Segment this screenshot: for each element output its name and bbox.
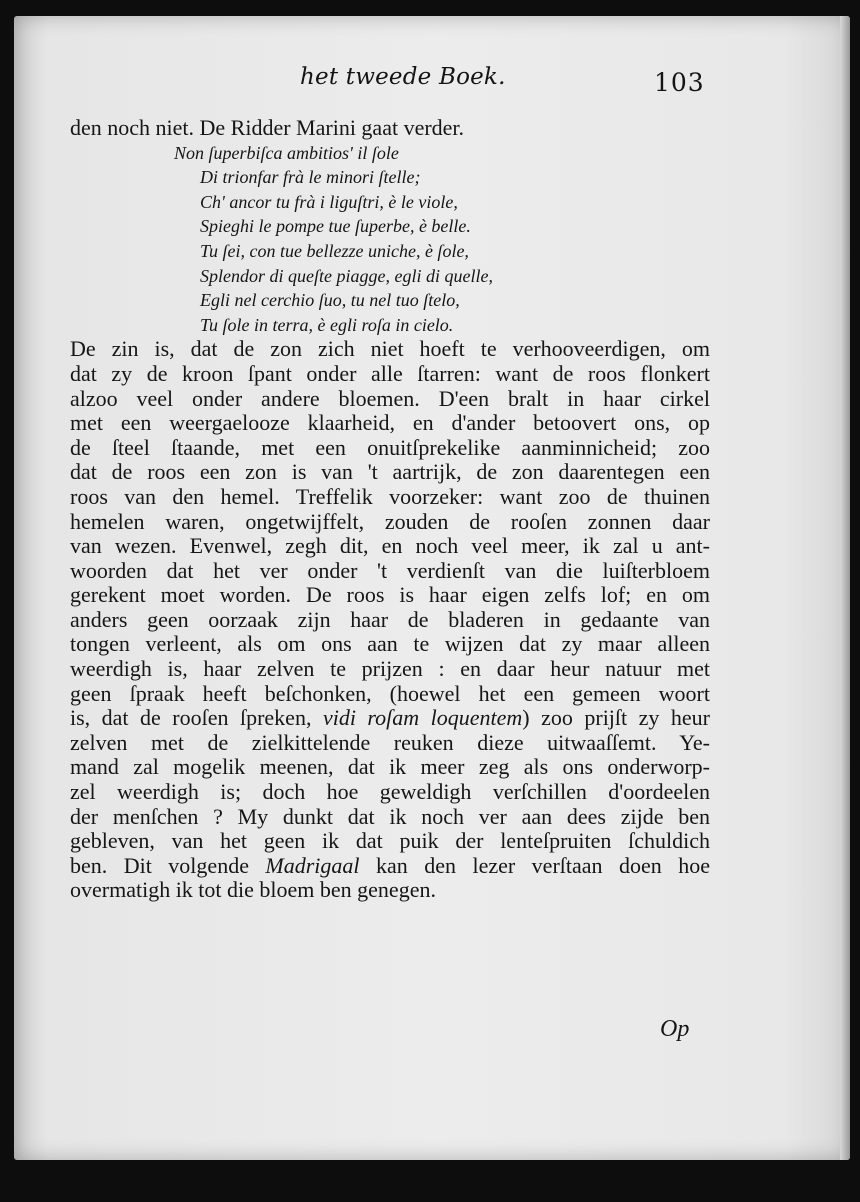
- verse-line: Di trionfar frà le minori ſtelle;: [200, 167, 421, 188]
- catchword: Op: [660, 1016, 690, 1042]
- text-line: der menſchen ? My dunkt dat ik noch ver aan dees zijde ben: [70, 804, 710, 829]
- text-line: weerdigh is, haar zelven te prijzen : en daar heur natuur met: [70, 657, 710, 682]
- book-page: [14, 16, 850, 1160]
- text-line: overmatigh ik tot die bloem ben genegen.: [70, 877, 436, 903]
- text-segment: kan den lezer verſtaan doen hoe: [359, 853, 710, 878]
- text-line: gebleven, van het geen ik dat puik der lenteſpruiten ſchuldich: [70, 829, 710, 854]
- running-head: [14, 64, 850, 104]
- text-segment: is, dat de rooſen ſpreken,: [70, 706, 323, 731]
- text-line: roos van den hemel. Treffelik voorzeker: want zoo de thuinen: [70, 484, 710, 509]
- text-line: tongen verleent, als om ons aan te wijzen dat zy maar alleen: [70, 632, 710, 657]
- verse-line: Splendor di queſte piagge, egli di quelle,: [200, 265, 493, 286]
- text-line: dat de roos een zon is van 't aartrijk, de zon daarentegen een: [70, 460, 710, 485]
- verse-line: Tu ſole in terra, è egli roſa in cielo.: [200, 314, 454, 335]
- text-line: den noch niet. De Ridder Marini gaat verder.: [70, 115, 465, 140]
- page-edge: [840, 16, 850, 1160]
- text-line: De zin is, dat de zon zich niet hoeft te verhooveerdigen, om: [70, 337, 710, 362]
- latin-quote: vidi roſam loquentem: [322, 706, 523, 731]
- verse-block: [70, 141, 710, 338]
- verse-line: Non ſuperbiſca ambitios' il ſole: [174, 142, 399, 163]
- verse-line: Spieghi le pompe tue ſuperbe, è belle.: [200, 216, 471, 237]
- text-line: dat zy de kroon ſpant onder alle ſtarren: want de roos flonkert: [70, 361, 710, 386]
- text-line-with-quote: [70, 706, 710, 731]
- text-line: zelven met de zielkittelende reuken dieze uitwaaſſemt. Ye-: [70, 730, 710, 755]
- prose-paragraph: [70, 337, 710, 903]
- text-line: mand zal mogelik meenen, dat ik meer zeg als ons onderworp-: [70, 755, 710, 780]
- text-line: anders geen oorzaak zijn haar de bladeren in gedaante van: [70, 607, 710, 632]
- verse-line: Tu ſei, con tue bellezze uniche, è ſole,: [200, 240, 469, 261]
- text-line: alzoo veel onder andere bloemen. D'een bralt in haar cirkel: [70, 386, 710, 411]
- text-line: geen ſpraak heeft beſchonken, (hoewel het een gemeen woort: [70, 681, 710, 706]
- running-head-title: het tweede Boek.: [300, 64, 506, 90]
- madrigal-title: Madrigaal: [265, 853, 360, 878]
- verse-line: Egli nel cerchio ſuo, tu nel tuo ſtelo,: [200, 290, 460, 311]
- text-line: de ſteel ſtaande, met een onuitſprekelike aanminnicheid; zoo: [70, 435, 710, 460]
- text-segment: ben. Dit volgende: [70, 853, 266, 878]
- text-line: woorden dat het ver onder 't verdienſt van die luiſterbloem: [70, 558, 710, 583]
- text-line: zel weerdigh is; doch hoe geweldigh verſchillen d'oordeelen: [70, 780, 710, 805]
- text-segment: ) zoo prijſt zy heur: [522, 706, 710, 731]
- text-line: hemelen waren, ongetwijffelt, zouden de rooſen zonnen daar: [70, 509, 710, 534]
- text-line: gerekent moet worden. De roos is haar eigen zelfs lof; en om: [70, 583, 710, 608]
- page-number: 103: [654, 68, 705, 97]
- verse-line: Ch' ancor tu frà i liguſtri, è le viole,: [200, 191, 458, 212]
- text-line: met een weergaelooze klaarheid, en d'ander betoovert ons, op: [70, 411, 710, 436]
- body-text: [70, 116, 710, 903]
- text-line: van wezen. Evenwel, zegh dit, en noch veel meer, ik zal u ant-: [70, 534, 710, 559]
- text-line-with-title: [70, 854, 710, 879]
